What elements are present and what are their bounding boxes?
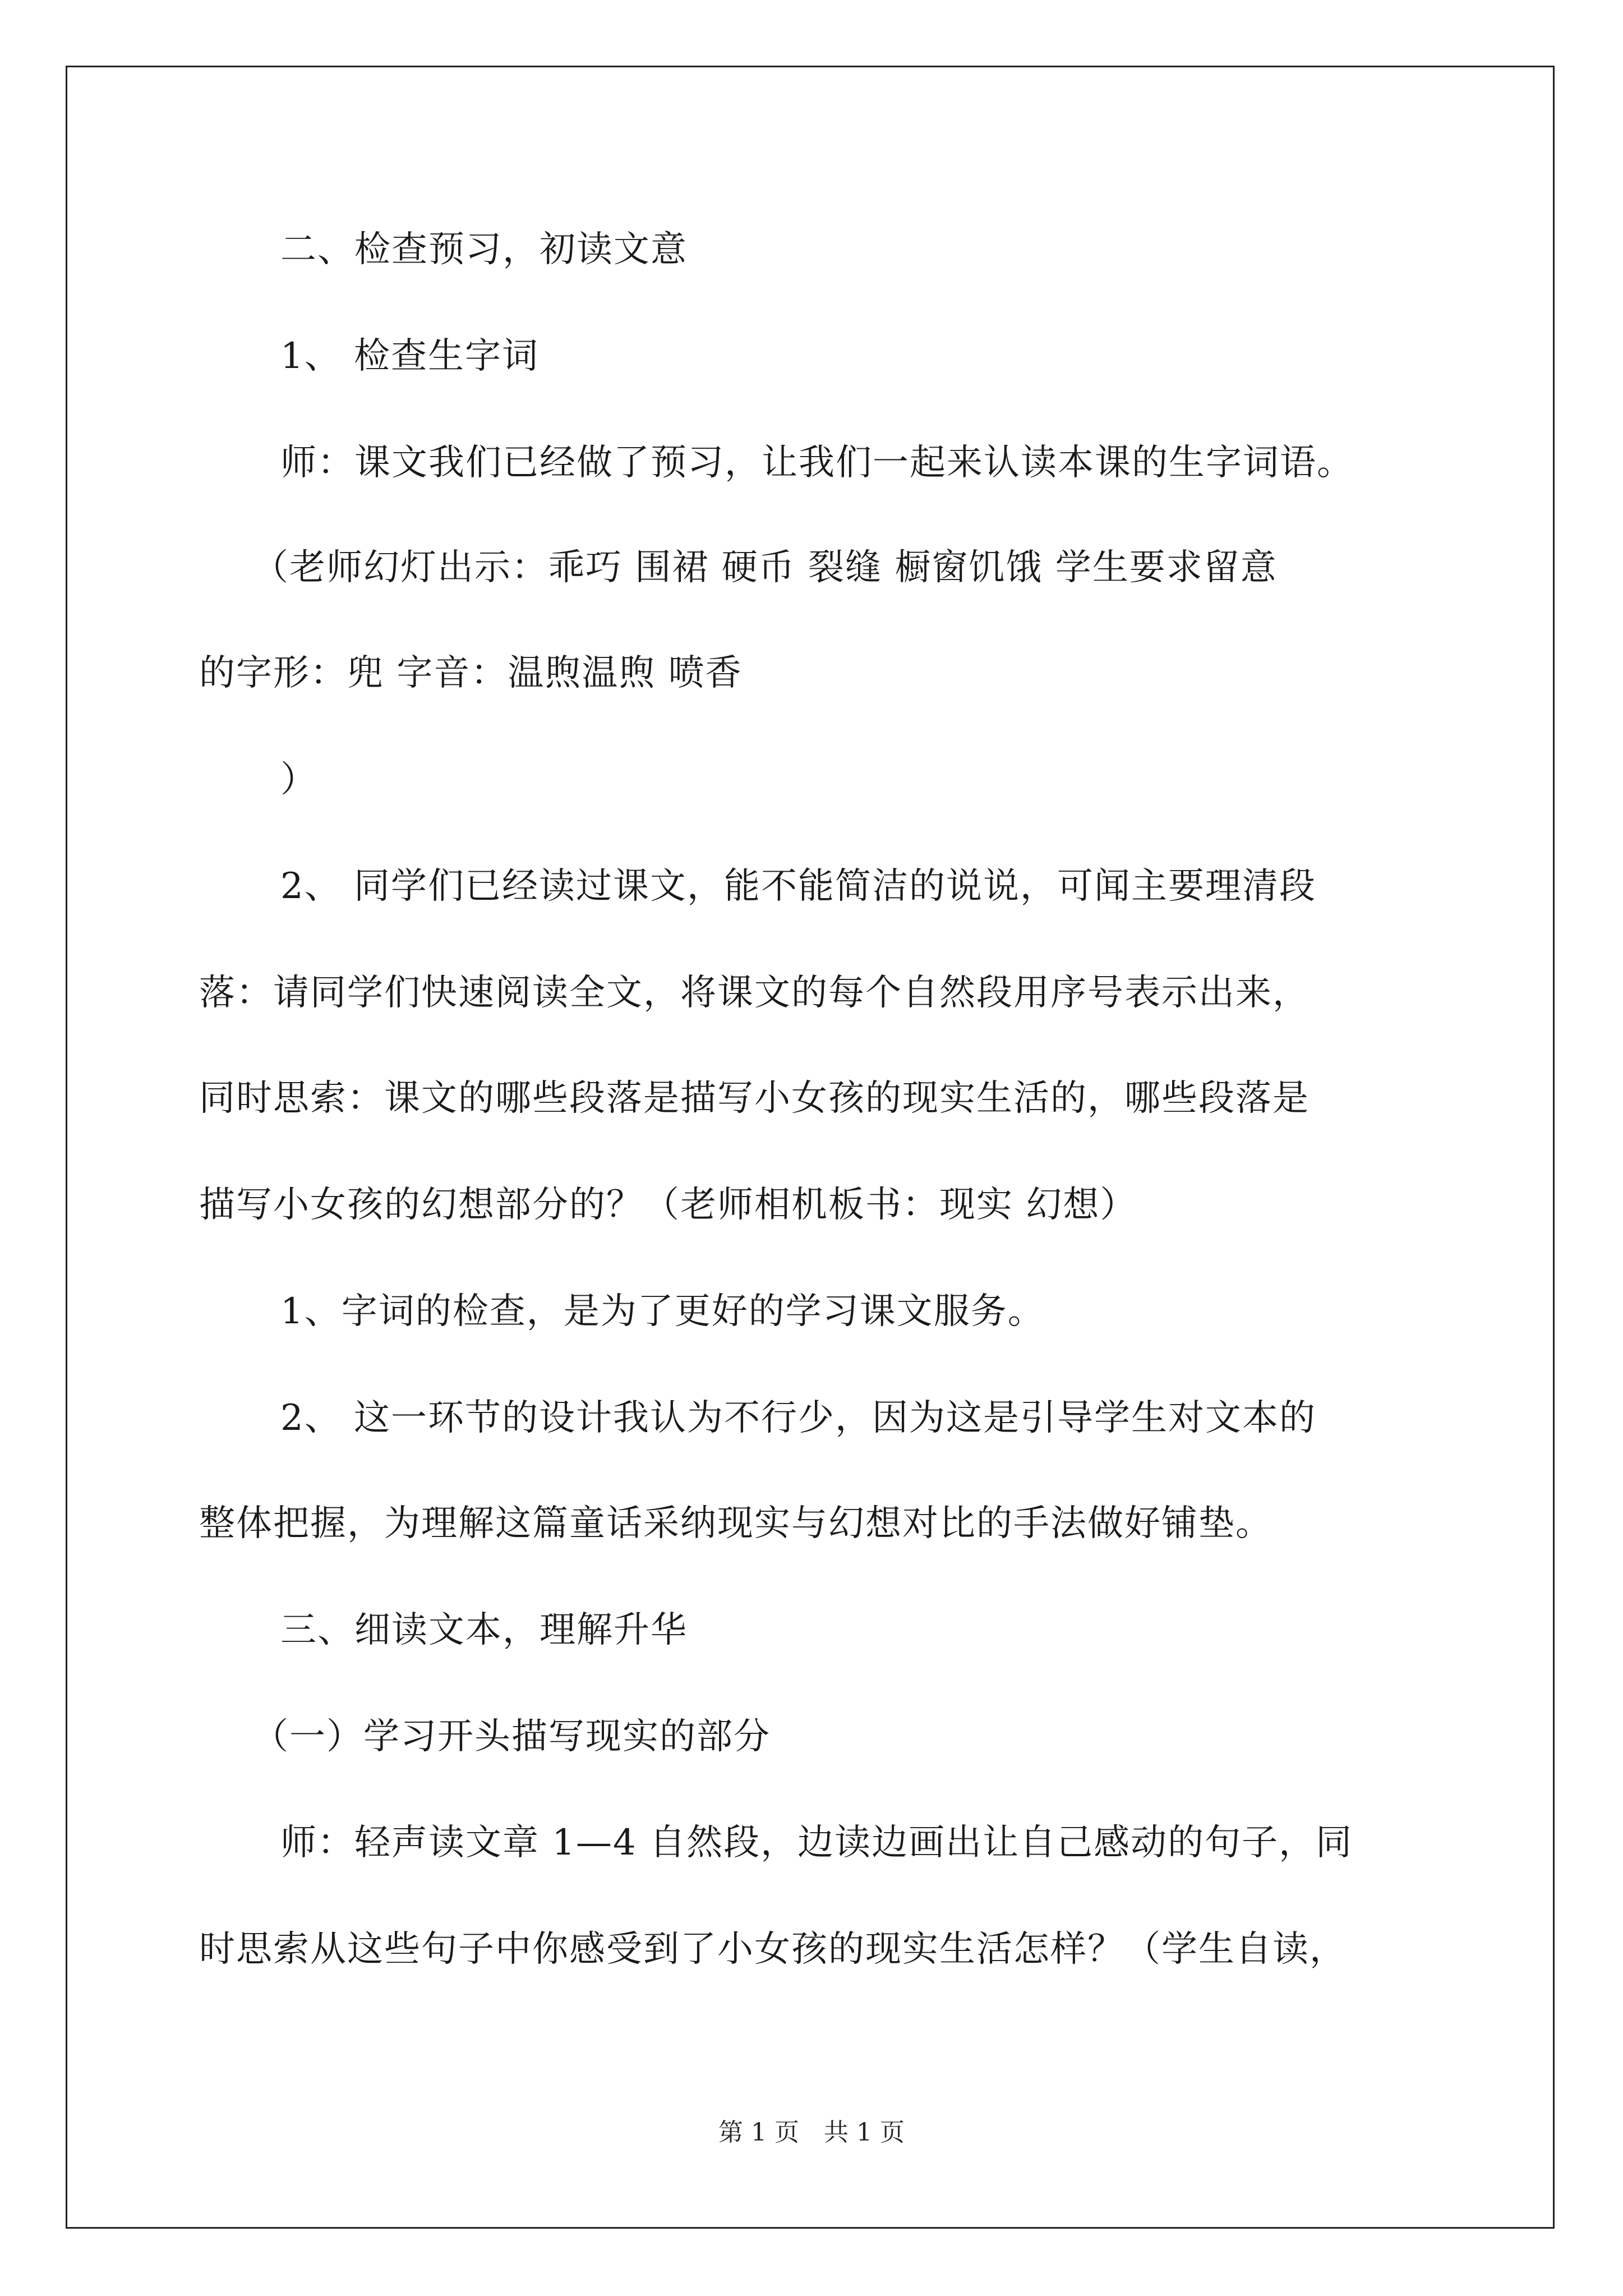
paragraph-line: 2、 这一环节的设计我认为不行少，因为这是引导学生对文本的	[280, 1397, 1317, 1439]
paragraph-line: 描写小女孩的幻想部分的？（老师相机板书：现实 幻想）	[199, 1184, 1137, 1226]
paragraph-line: 落：请同学们快速阅读全文，将课文的每个自然段用序号表示出来，	[199, 972, 1310, 1014]
paragraph-line: 师：课文我们已经做了预习，让我们一起来认读本课的生字词语。	[280, 442, 1354, 484]
subheading-part-1: （一）学习开头描写现实的部分	[252, 1716, 771, 1757]
subheading-check-words: 1、 检查生字词	[280, 335, 540, 377]
page-border	[66, 66, 1555, 2229]
paragraph-line: 同时思索：课文的哪些段落是描写小女孩的现实生活的，哪些段落是	[199, 1078, 1310, 1119]
paragraph-line: 师：轻声读文章 1—4 自然段，边读边画出让自己感动的句子，同	[280, 1822, 1353, 1864]
page-footer: 第 1 页 共 1 页	[718, 2118, 905, 2147]
paragraph-line: （老师幻灯出示：乖巧 围裙 硬币 裂缝 橱窗饥饿 学生要求留意	[252, 547, 1278, 588]
paragraph-line: 2、 同学们已经读过课文，能不能简洁的说说，可闻主要理清段	[280, 866, 1317, 907]
paragraph-line: 整体把握，为理解这篇童话采纳现实与幻想对比的手法做好铺垫。	[199, 1503, 1272, 1544]
paragraph-line: 1、字词的检查，是为了更好的学习课文服务。	[280, 1291, 1045, 1332]
paragraph-line: 的字形：兜 字音：温煦温煦 喷香	[199, 652, 743, 694]
section-heading-3: 三、细读文本，理解升华	[280, 1609, 688, 1651]
paragraph-line: 时思索从这些句子中你感受到了小女孩的现实生活怎样？（学生自读，	[199, 1929, 1347, 1970]
paragraph-line: ）	[280, 759, 317, 800]
section-heading-2: 二、检查预习，初读文意	[280, 229, 688, 270]
